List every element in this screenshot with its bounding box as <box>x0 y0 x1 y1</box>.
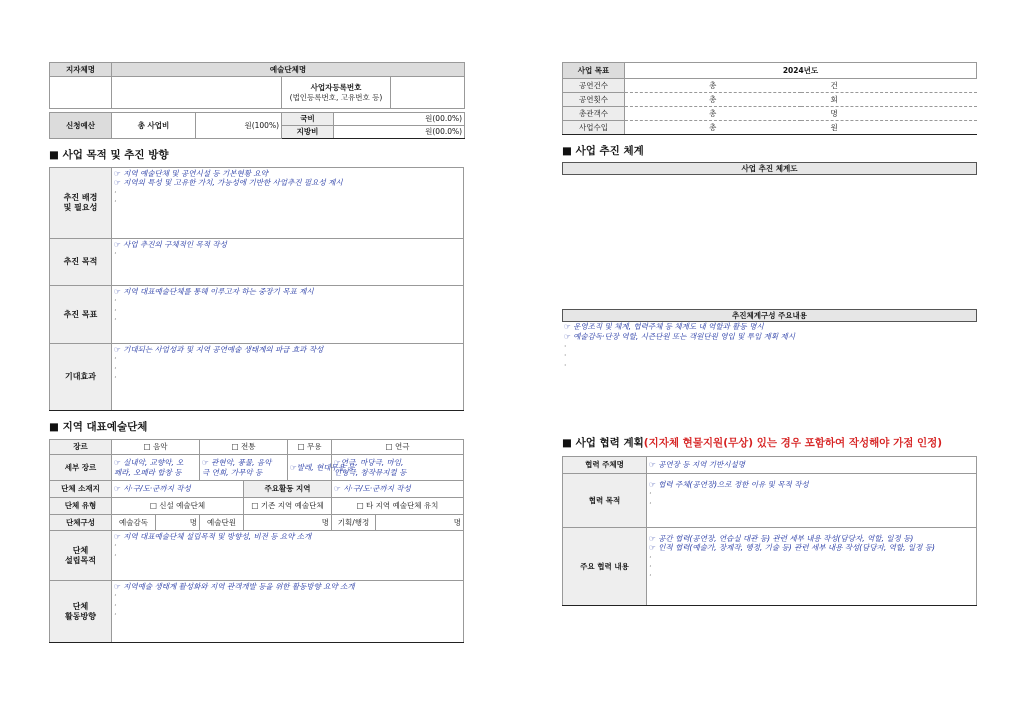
activity-direction-label-line1: 단체 <box>72 601 89 611</box>
org-name-value[interactable] <box>50 77 112 109</box>
system-content-title: 추진체계구성 주요내용 <box>562 309 977 322</box>
genre-music-checkbox[interactable]: □ 음악 <box>112 440 200 455</box>
founding-purpose-content[interactable] <box>112 531 464 581</box>
objective-content[interactable] <box>112 239 464 286</box>
sub-genre-traditional-line2: 극 연희, 가무악 등 <box>202 467 263 477</box>
system-chart-area[interactable] <box>562 175 977 309</box>
bullet: · <box>114 305 117 315</box>
section-cooperation-title <box>562 435 977 450</box>
bullet: · <box>114 550 117 560</box>
goal-row-total: 총 <box>625 121 801 135</box>
arts-group-name-value[interactable] <box>112 77 282 109</box>
coop-purpose-content[interactable] <box>647 473 977 527</box>
background-content[interactable] <box>112 168 464 239</box>
goal-row-unit[interactable]: 회 <box>801 93 977 107</box>
purpose-table <box>49 167 464 411</box>
goal-row-unit[interactable]: 건 <box>801 79 977 93</box>
goal-row-unit[interactable]: 원 <box>801 121 977 135</box>
left-page <box>49 62 464 643</box>
goal-year: 2024년도 <box>625 63 977 79</box>
bullet: · <box>114 296 117 306</box>
background-label-line1: 추진 배경 <box>63 193 98 202</box>
goal-row-total: 총 <box>625 107 801 121</box>
objective-label: 추진 목적 <box>50 239 112 286</box>
business-reg-subtitle: (법인등록번호, 고유번호 등) <box>289 92 383 102</box>
effect-hint: ☞ 기대되는 사업성과 및 지역 공연예술 생태계의 파급 효과 작성 <box>114 345 324 354</box>
founding-purpose-label <box>50 531 112 581</box>
section-purpose-title: ■ 사업 목적 및 추진 방향 <box>49 149 169 161</box>
bullet: · <box>114 197 117 207</box>
coop-content-label: 주요 협력 내용 <box>563 527 647 605</box>
bullet: · <box>649 561 652 571</box>
basic-info-table <box>49 62 465 139</box>
bullet: · <box>564 351 567 361</box>
members-label: 예술단원 <box>200 515 244 531</box>
bullet: · <box>114 187 117 197</box>
sub-genre-dance <box>288 455 355 481</box>
type-other-region-checkbox[interactable]: □ 타 지역 예술단체 유치 <box>332 498 464 515</box>
budget-label: 신청예산 <box>50 113 112 139</box>
type-new-checkbox[interactable]: □ 신설 예술단체 <box>112 498 244 515</box>
effect-content[interactable] <box>112 344 464 411</box>
sub-genre-music <box>112 455 200 481</box>
cooperation-title-note: (지자체 현물지원(무상) 있는 경우 포함하여 작성해야 가점 인정) <box>643 436 943 449</box>
system-hint-2: ☞ 예술감독·단장 역할, 시즌단원 또는 객원단원 영입 및 투입 계획 제시 <box>564 331 795 341</box>
coop-content[interactable] <box>647 527 977 605</box>
members-unit[interactable]: 명 <box>244 515 332 531</box>
section-arts-group-title: ■ 지역 대표예술단체 <box>49 421 148 433</box>
activity-direction-content[interactable] <box>112 581 464 643</box>
genre-theater-checkbox[interactable]: □ 연극 <box>332 440 464 455</box>
goal-row-total: 총 <box>625 93 801 107</box>
background-hint-1: ☞ 지역 예술단체 및 공연시설 등 기본현황 요약 <box>114 169 268 178</box>
coop-content-hint-2: ☞ 인적 협력(예술가, 장제작, 행정, 기술 등) 관련 세부 내용 작성(담당자, 역할, 일정 등) <box>649 543 935 553</box>
goal-table <box>562 62 977 135</box>
right-page <box>562 62 977 606</box>
bullet: · <box>564 361 567 370</box>
arts-group-name-label: 예술단체명 <box>112 63 465 77</box>
spacer <box>562 371 977 435</box>
total-budget-unit[interactable]: 원(100%) <box>196 113 282 139</box>
org-name-label: 지자체명 <box>50 63 112 77</box>
background-label-line2: 및 필요성 <box>63 203 98 212</box>
goal-row-label: 공연횟수 <box>563 93 625 107</box>
sub-genre-traditional <box>200 455 288 481</box>
composition-label: 단체구성 <box>50 515 112 531</box>
activity-direction-hint: ☞ 지역예술 생태계 활성화와 지역 관객개발 등을 위한 활동방향 요약 소개 <box>114 582 355 591</box>
artistic-director-label: 예술감독 <box>112 515 156 531</box>
background-hint-2: ☞ 지역의 특성 및 고유한 가치, 가능성에 기반한 사업추진 필요성 제시 <box>114 178 343 188</box>
business-reg-value[interactable] <box>391 77 465 109</box>
system-content[interactable] <box>562 322 977 371</box>
bullet: · <box>649 489 652 499</box>
sub-genre-theater-line1: ☞연극, 마당극, 마임, <box>334 458 404 468</box>
goal-row-label: 공연건수 <box>563 79 625 93</box>
bullet: · <box>114 373 117 383</box>
cooperation-title-main: ■ 사업 협력 계획 <box>562 436 644 449</box>
activity-direction-label <box>50 581 112 643</box>
founding-purpose-label-line2: 설립목적 <box>65 555 96 565</box>
activity-area-label: 주요활동 지역 <box>244 481 332 498</box>
background-label <box>50 168 112 239</box>
coop-purpose-label: 협력 목적 <box>563 473 647 527</box>
bullet: · <box>114 354 117 364</box>
founding-purpose-label-line1: 단체 <box>72 545 89 555</box>
coop-purpose-hint: ☞ 협력 주체(공연장)으로 정한 이유 및 목적 작성 <box>649 479 809 489</box>
location-hint[interactable]: ☞ 시·구/도·군까지 작성 <box>112 481 244 498</box>
activity-direction-label-line2: 활동방향 <box>65 611 96 621</box>
goal-row-total: 총 <box>625 79 801 93</box>
activity-area-hint[interactable]: ☞ 시·구/도·군까지 작성 <box>332 481 464 498</box>
bullet: · <box>114 315 117 325</box>
type-existing-checkbox[interactable]: □ 기존 지역 예술단체 <box>244 498 332 515</box>
bullet: · <box>649 498 652 508</box>
sub-genre-dance-line1: ☞발레, 현대무용 등 <box>290 462 355 472</box>
founding-purpose-hint: ☞ 지역 대표예술단체 설립목적 및 방향성, 비전 등 요약 소개 <box>114 532 312 541</box>
business-reg-title: 사업자등록번호 <box>310 83 362 93</box>
bullet: · <box>649 571 652 581</box>
admin-label: 기획/행정 <box>332 515 376 531</box>
local-label: 지방비 <box>282 126 334 139</box>
effect-label: 기대효과 <box>50 344 112 411</box>
sub-genre-label: 세부 장르 <box>50 455 112 481</box>
bullet: · <box>114 363 117 373</box>
goal-row-label: 사업수입 <box>563 121 625 135</box>
goal-label: 사업 목표 <box>563 63 625 79</box>
genre-traditional-checkbox[interactable]: □ 전통 <box>200 440 288 455</box>
target-hint: ☞ 지역 대표예술단체를 통해 이루고자 하는 중장기 목표 제시 <box>114 287 314 296</box>
cooperation-table <box>562 456 977 606</box>
coop-content-hint-1: ☞ 공간 협력(공연장, 연습실 대관 등) 관련 세부 내용 작성(담당자, 역할, 일정 등) <box>649 533 914 543</box>
system-chart-title: 사업 추진 체계도 <box>562 162 977 175</box>
business-reg-label <box>282 77 391 109</box>
national-unit[interactable]: 원(00.0%) <box>334 113 465 126</box>
genre-label: 장르 <box>50 440 112 455</box>
partner-hint[interactable]: ☞ 공연장 등 지역 기반시설명 <box>647 456 977 473</box>
goal-row-label: 총관객수 <box>563 107 625 121</box>
partner-label: 협력 주체명 <box>563 456 647 473</box>
sub-genre-music-line2: 페라, 오페라 합창 등 <box>114 467 182 477</box>
artistic-director-unit[interactable]: 명 <box>156 515 200 531</box>
bullet: · <box>564 341 567 351</box>
genre-dance-checkbox[interactable]: □ 무용 <box>288 440 332 455</box>
group-type-label: 단체 유형 <box>50 498 112 515</box>
target-content[interactable] <box>112 286 464 344</box>
section-system-title: ■ 사업 추진 체계 <box>562 145 644 157</box>
bullet: · <box>114 541 117 551</box>
local-unit[interactable]: 원(00.0%) <box>334 126 465 139</box>
sub-genre-theater <box>332 455 464 481</box>
objective-hint: ☞ 사업 추진의 구체적인 목적 작성 <box>114 240 227 249</box>
system-hint-1: ☞ 운영조직 및 체계, 협력주체 등 체계도 내 역할과 활동 명시 <box>564 322 764 331</box>
location-label: 단체 소재지 <box>50 481 112 498</box>
admin-unit[interactable]: 명 <box>376 515 464 531</box>
bullet: · <box>114 591 117 601</box>
bullet: · <box>114 600 117 610</box>
national-label: 국비 <box>282 113 334 126</box>
bullet: · <box>114 610 117 620</box>
target-label: 추진 목표 <box>50 286 112 344</box>
bullet: · <box>114 249 117 259</box>
bullet: · <box>649 552 652 562</box>
goal-row-unit[interactable]: 명 <box>801 107 977 121</box>
sub-genre-music-line1: ☞ 실내악, 교향악, 오 <box>114 458 184 468</box>
total-budget-label: 총 사업비 <box>112 113 196 139</box>
arts-group-table <box>49 439 464 643</box>
sub-genre-theater-line2: 인형극, 창작뮤지컬 등 <box>334 467 407 477</box>
sub-genre-traditional-line1: ☞ 관현악, 풍물, 음악 <box>202 458 272 468</box>
